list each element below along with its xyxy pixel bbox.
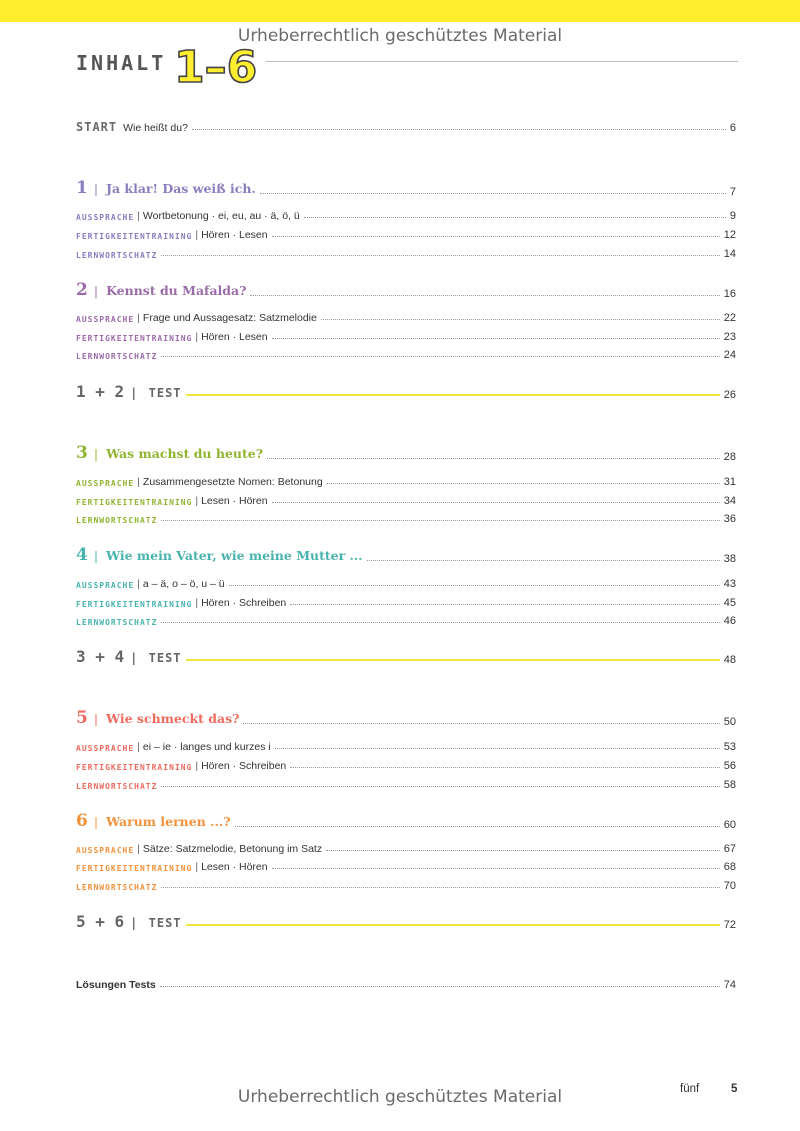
leader-dots <box>367 560 720 561</box>
unit-number: 3 <box>76 443 88 463</box>
leader-dots <box>290 767 719 768</box>
unit-title: Ja klar! Das weiß ich. <box>106 181 256 196</box>
fertigkeiten-text: Hören · Lesen <box>201 229 268 241</box>
test-page: 48 <box>723 654 736 666</box>
leader-dots <box>290 604 719 605</box>
watermark-bottom: Urheberrechtlich geschütztes Material <box>237 1087 563 1107</box>
aussprache-label: AUSSPRACHE <box>76 213 135 222</box>
test-label: TEST <box>148 916 182 930</box>
aussprache-text: Wortbetonung · ei, eu, au · ä, ö, ü <box>142 210 300 222</box>
test-line <box>186 394 720 396</box>
aussprache-text: a – ä, o – ö, u – ü <box>142 578 225 590</box>
leader-dots <box>161 887 719 888</box>
lernwortschatz-page: 70 <box>723 880 736 892</box>
lernwortschatz-page: 24 <box>723 349 736 361</box>
aussprache-page: 53 <box>723 741 736 753</box>
aussprache-text: Frage und Aussagesatz: Satzmelodie <box>142 312 317 324</box>
leader-dots <box>272 338 720 339</box>
lernwortschatz-page: 46 <box>723 615 736 627</box>
leader-dots <box>267 458 720 459</box>
test-page: 26 <box>723 389 736 401</box>
aussprache-label: AUSSPRACHE <box>76 846 135 855</box>
unit-number: 6 <box>76 811 88 831</box>
start-label: START <box>76 120 118 134</box>
test-line <box>186 659 720 661</box>
leader-dots <box>272 502 720 503</box>
toc-unit-5[interactable]: 5 | Wie schmeckt das? 50 <box>76 708 736 728</box>
leader-dots <box>326 850 720 851</box>
unit-page: 28 <box>723 451 736 463</box>
lernwortschatz-label: LERNWORTSCHATZ <box>76 352 158 361</box>
fertigkeiten-page: 56 <box>723 760 736 772</box>
test-page: 72 <box>723 919 736 931</box>
toc-unit-4[interactable]: 4 | Wie mein Vater, wie meine Mutter ... 38 <box>76 545 736 565</box>
page-title: INHALT <box>76 51 167 75</box>
unit-number: 4 <box>76 545 88 565</box>
toc-fertigkeiten-4[interactable]: FERTIGKEITENTRAINING | Hören · Schreiben 45 <box>76 597 736 609</box>
test-numbers: 5 + 6 <box>76 912 125 931</box>
toc-aussprache-2[interactable]: AUSSPRACHE | Frage und Aussagesatz: Satzmelodie 22 <box>76 312 736 324</box>
fertigkeiten-label: FERTIGKEITENTRAINING <box>76 763 193 772</box>
toc-unit-1[interactable]: 1 | Ja klar! Das weiß ich. 7 <box>76 178 736 198</box>
fertigkeiten-text: Hören · Lesen <box>201 331 268 343</box>
leader-dots <box>272 868 720 869</box>
lernwortschatz-page: 58 <box>723 779 736 791</box>
leader-dots <box>321 319 720 320</box>
aussprache-page: 22 <box>723 312 736 324</box>
toc-test-1-2[interactable]: 1 + 2 | TEST 26 <box>76 382 736 401</box>
loesungen-label: Lösungen Tests <box>76 979 156 991</box>
toc-aussprache-1[interactable]: AUSSPRACHE | Wortbetonung · ei, eu, au · ä, ö, ü 9 <box>76 210 736 222</box>
aussprache-text: ei – ie · langes und kurzes i <box>142 741 271 753</box>
test-numbers: 3 + 4 <box>76 647 125 666</box>
leader-dots <box>161 356 719 357</box>
test-numbers: 1 + 2 <box>76 382 125 401</box>
toc-lernwortschatz-1[interactable] <box>76 248 736 260</box>
leader-dots <box>327 483 720 484</box>
lernwortschatz-label: LERNWORTSCHATZ <box>76 883 158 892</box>
toc-lernwortschatz-2[interactable] <box>76 349 736 361</box>
unit-page: 16 <box>723 288 736 300</box>
fertigkeiten-text: Lesen · Hören <box>201 495 268 507</box>
leader-dots <box>235 826 720 827</box>
toc-unit-6[interactable]: 6 | Warum lernen ...? 60 <box>76 811 736 831</box>
aussprache-page: 67 <box>723 843 736 855</box>
fertigkeiten-page: 12 <box>723 229 736 241</box>
unit-title: Warum lernen ...? <box>106 814 231 829</box>
lernwortschatz-label: LERNWORTSCHATZ <box>76 251 158 260</box>
unit-number: 1 <box>76 178 88 198</box>
fertigkeiten-page: 45 <box>723 597 736 609</box>
toc-start-row[interactable] <box>76 120 736 134</box>
start-text: Wie heißt du? <box>123 122 188 134</box>
aussprache-page: 9 <box>729 210 736 222</box>
toc-test-5-6[interactable]: 5 + 6 | TEST 72 <box>76 912 736 931</box>
toc-fertigkeiten-2[interactable]: FERTIGKEITENTRAINING | Hören · Lesen 23 <box>76 331 736 343</box>
toc-test-3-4[interactable]: 3 + 4 | TEST 48 <box>76 647 736 666</box>
test-label: TEST <box>148 651 182 665</box>
unit-title: Kennst du Mafalda? <box>106 283 247 298</box>
fertigkeiten-label: FERTIGKEITENTRAINING <box>76 498 193 507</box>
fertigkeiten-page: 34 <box>723 495 736 507</box>
top-yellow-bar <box>0 0 800 22</box>
leader-dots <box>161 255 719 256</box>
footer-page-word: fünf <box>680 1083 700 1095</box>
toc-lernwortschatz-5[interactable] <box>76 779 736 791</box>
leader-dots <box>192 129 726 130</box>
aussprache-label: AUSSPRACHE <box>76 744 135 753</box>
chapter-range-text: 1–6 <box>174 42 258 92</box>
leader-dots <box>229 585 720 586</box>
unit-title: Was machst du heute? <box>106 446 264 461</box>
lernwortschatz-label: LERNWORTSCHATZ <box>76 618 158 627</box>
leader-dots <box>250 295 719 296</box>
lernwortschatz-page: 36 <box>723 513 736 525</box>
unit-page: 50 <box>723 716 736 728</box>
aussprache-label: AUSSPRACHE <box>76 315 135 324</box>
toc-loesungen[interactable] <box>76 979 736 991</box>
leader-dots <box>304 217 726 218</box>
fertigkeiten-text: Lesen · Hören <box>201 861 268 873</box>
toc-aussprache-3[interactable]: AUSSPRACHE | Zusammengesetzte Nomen: Betonung 31 <box>76 476 736 488</box>
leader-dots <box>161 622 719 623</box>
toc-unit-2[interactable]: 2 | Kennst du Mafalda? 16 <box>76 280 736 300</box>
aussprache-page: 43 <box>723 578 736 590</box>
toc-fertigkeiten-1[interactable]: FERTIGKEITENTRAINING | Hören · Lesen 12 <box>76 229 736 241</box>
leader-dots <box>243 723 719 724</box>
watermark-top: Urheberrechtlich geschütztes Material <box>237 26 563 46</box>
unit-number: 5 <box>76 708 88 728</box>
unit-number: 2 <box>76 280 88 300</box>
unit-title: Wie schmeckt das? <box>106 711 240 726</box>
fertigkeiten-label: FERTIGKEITENTRAINING <box>76 232 193 241</box>
leader-dots <box>275 748 720 749</box>
aussprache-label: AUSSPRACHE <box>76 479 135 488</box>
start-page: 6 <box>729 122 736 134</box>
title-rule <box>266 61 738 62</box>
leader-dots <box>160 986 720 987</box>
fertigkeiten-text: Hören · Schreiben <box>201 760 287 772</box>
toc-fertigkeiten-5[interactable]: FERTIGKEITENTRAINING | Hören · Schreiben 56 <box>76 760 736 772</box>
unit-page: 38 <box>723 553 736 565</box>
toc-lernwortschatz-4[interactable] <box>76 615 736 627</box>
fertigkeiten-label: FERTIGKEITENTRAINING <box>76 864 193 873</box>
lernwortschatz-label: LERNWORTSCHATZ <box>76 782 158 791</box>
unit-page: 7 <box>729 186 736 198</box>
aussprache-text: Sätze: Satzmelodie, Betonung im Satz <box>142 843 323 855</box>
fertigkeiten-page: 23 <box>723 331 736 343</box>
fertigkeiten-text: Hören · Schreiben <box>201 597 287 609</box>
loesungen-page: 74 <box>723 979 736 991</box>
toc-lernwortschatz-3[interactable] <box>76 513 736 525</box>
footer-page-number: 5 <box>731 1083 738 1095</box>
lernwortschatz-label: LERNWORTSCHATZ <box>76 516 158 525</box>
leader-dots <box>260 193 726 194</box>
unit-title: Wie mein Vater, wie meine Mutter ... <box>106 548 363 563</box>
fertigkeiten-label: FERTIGKEITENTRAINING <box>76 334 193 343</box>
fertigkeiten-label: FERTIGKEITENTRAINING <box>76 600 193 609</box>
chapter-range-graphic <box>170 36 260 92</box>
toc-aussprache-4[interactable]: AUSSPRACHE | a – ä, o – ö, u – ü 43 <box>76 578 736 590</box>
toc-fertigkeiten-6[interactable]: FERTIGKEITENTRAINING | Lesen · Hören 68 <box>76 861 736 873</box>
toc-unit-3[interactable]: 3 | Was machst du heute? 28 <box>76 443 736 463</box>
leader-dots <box>161 786 719 787</box>
unit-page: 60 <box>723 819 736 831</box>
leader-dots <box>272 236 720 237</box>
test-label: TEST <box>148 386 182 400</box>
toc-aussprache-5[interactable]: AUSSPRACHE | ei – ie · langes und kurzes i 53 <box>76 741 736 753</box>
aussprache-text: Zusammengesetzte Nomen: Betonung <box>142 476 323 488</box>
fertigkeiten-page: 68 <box>723 861 736 873</box>
test-line <box>186 924 720 926</box>
aussprache-page: 31 <box>723 476 736 488</box>
aussprache-label: AUSSPRACHE <box>76 581 135 590</box>
leader-dots <box>161 520 719 521</box>
toc-lernwortschatz-6[interactable] <box>76 880 736 892</box>
toc-fertigkeiten-3[interactable]: FERTIGKEITENTRAINING | Lesen · Hören 34 <box>76 495 736 507</box>
lernwortschatz-page: 14 <box>723 248 736 260</box>
toc-aussprache-6[interactable]: AUSSPRACHE | Sätze: Satzmelodie, Betonung im Satz 67 <box>76 843 736 855</box>
